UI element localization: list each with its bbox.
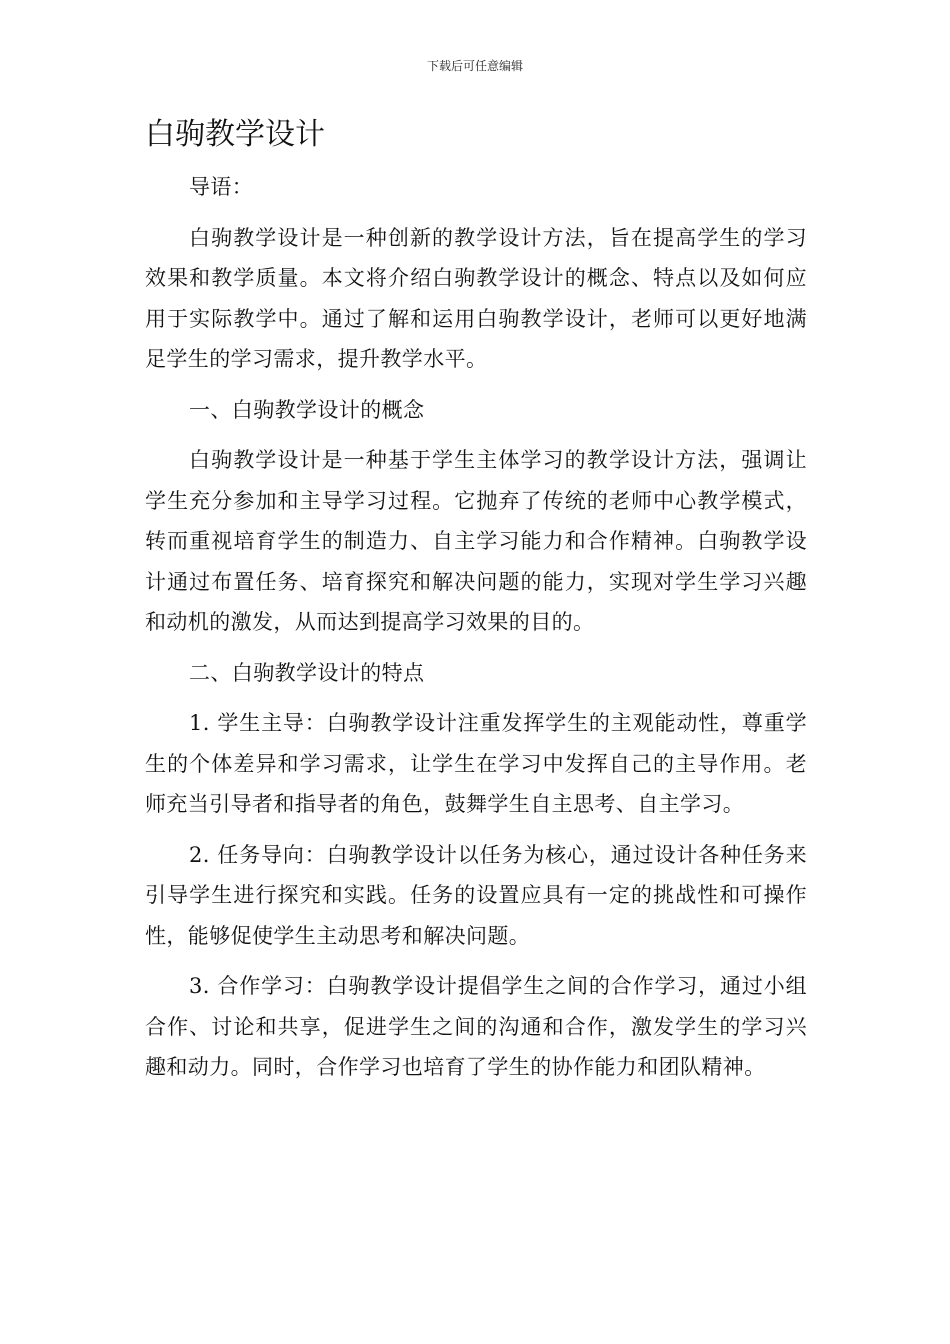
document-title: 白驹教学设计 xyxy=(145,117,325,152)
intro-label: 导语： xyxy=(189,175,254,199)
point-3-paragraph: 3. 合作学习：白驹教学设计提倡学生之间的合作学习，通过小组合作、讨论和共享，促进学生之间的沟通和合作，激发学生的学习兴趣和动力。同时，合作学习也培育了学生的协作能力和团队精神。 xyxy=(145,974,807,1079)
section-2-heading: 二、白驹教学设计的特点 xyxy=(189,660,425,685)
section-1-paragraph: 白驹教学设计是一种基于学生主体学习的教学设计方法，强调让学生充分参加和主导学习过程。它抛弃了传统的老师中心教学模式，转而重视培育学生的制造力、自主学习能力和合作精神。白驹教学设计通过布置任务、培育探究和解决问题的能力，实现对学生学习兴趣和动机的激发，从而达到提高学习效果的目的。 xyxy=(145,448,807,634)
section-1-heading: 一、白驹教学设计的概念 xyxy=(189,397,425,422)
intro-paragraph: 白驹教学设计是一种创新的教学设计方法，旨在提高学生的学习效果和教学质量。本文将介绍白驹教学设计的概念、特点以及如何应用于实际教学中。通过了解和运用白驹教学设计，老师可以更好地满足学生的学习需求，提升教学水平。 xyxy=(145,225,807,371)
point-2-paragraph: 2. 任务导向：白驹教学设计以任务为核心，通过设计各种任务来引导学生进行探究和实践。任务的设置应具有一定的挑战性和可操作性，能够促使学生主动思考和解决问题。 xyxy=(145,842,807,948)
document-body xyxy=(145,167,807,1098)
page-header-note: 下载后可任意编辑 xyxy=(426,59,523,73)
point-1-paragraph: 1. 学生主导：白驹教学设计注重发挥学生的主观能动性，尊重学生的个体差异和学习需求，让学生在学习中发挥自己的主导作用。老师充当引导者和指导者的角色，鼓舞学生自主思考、自主学习。 xyxy=(145,711,807,816)
